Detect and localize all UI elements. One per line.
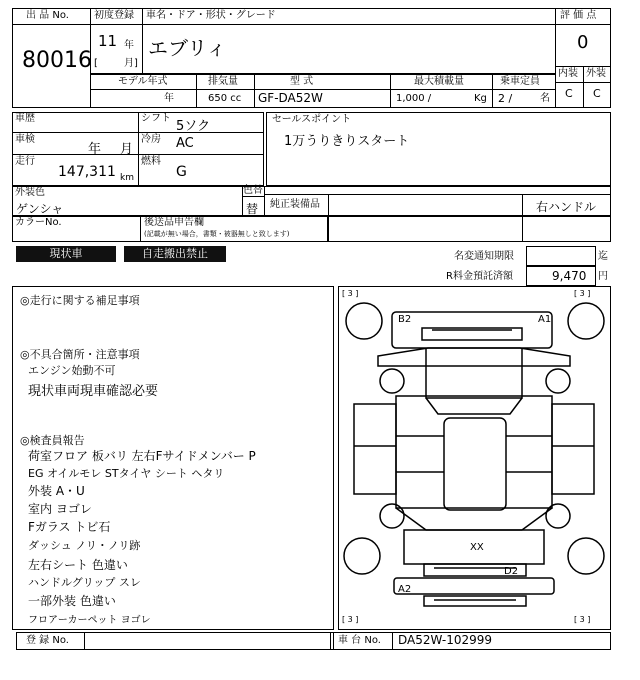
capacity-label: 乗車定員 bbox=[500, 76, 540, 87]
model-year-label: モデル年式 bbox=[118, 76, 168, 87]
fuel-label: 燃料 bbox=[141, 156, 161, 167]
capacity-unit: 名 bbox=[540, 93, 550, 104]
max-load-value: 1,000 / bbox=[396, 93, 432, 104]
lot-number: 80016 bbox=[22, 48, 92, 73]
mark-xx: XX bbox=[470, 542, 484, 553]
color-change-label: 色替 bbox=[243, 185, 263, 196]
rear-bumper bbox=[394, 578, 554, 594]
inspector-line-6: ダッシュ ノリ・ノリ跡 bbox=[28, 539, 141, 552]
inspector-line-8: ハンドルグリップ スレ bbox=[28, 576, 141, 589]
steering-value: 右ハンドル bbox=[536, 200, 597, 214]
corner-top-right: [ 3 ] bbox=[574, 289, 591, 298]
defects-heading: ◎不具合箇所・注意事項 bbox=[20, 348, 140, 361]
ac-value: AC bbox=[176, 136, 194, 151]
equipment-label: 純正装備品 bbox=[270, 199, 320, 210]
shift-label: シフト bbox=[141, 113, 171, 124]
defect-line-2: 現状車両現車確認必要 bbox=[28, 384, 159, 399]
interior-grade: C bbox=[565, 87, 573, 100]
type-value: GF-DA52W bbox=[258, 91, 323, 105]
recycle-value: 9,470 bbox=[552, 269, 587, 283]
name-change-label: 名変通知期限 bbox=[454, 251, 514, 262]
roof bbox=[444, 418, 506, 510]
wheel-rear-left bbox=[344, 538, 380, 574]
cabin-outline bbox=[396, 396, 552, 508]
car-diagram bbox=[338, 286, 611, 630]
chassis-value: DA52W-102999 bbox=[398, 633, 493, 647]
wheel-right-side bbox=[546, 369, 570, 393]
color-change-value: 替 bbox=[246, 202, 259, 216]
wheel-rear-right bbox=[568, 538, 604, 574]
inspector-line-7: 左右シート 色違い bbox=[28, 558, 128, 572]
recycle-label: R料金預託済額 bbox=[446, 271, 513, 282]
left-side-panel bbox=[354, 404, 396, 494]
inspector-line-3: 外装 A・U bbox=[28, 484, 85, 498]
wheel-front-right bbox=[568, 303, 604, 339]
corner-bottom-right: [ 3 ] bbox=[574, 615, 591, 624]
chassis-label: 車 台 No. bbox=[338, 635, 381, 646]
score-value: 0 bbox=[577, 32, 589, 53]
sales-point-text: 1万うりきりスタート bbox=[284, 134, 410, 149]
year-unit: 年 bbox=[124, 40, 134, 51]
exterior-grade: C bbox=[593, 87, 601, 100]
no-self-drive-badge: 自走搬出禁止 bbox=[124, 246, 226, 262]
inspector-line-1: 荷室フロア 板バリ 左右Fサイドメンバー P bbox=[28, 449, 256, 463]
mileage-unit: km bbox=[120, 173, 134, 183]
inspection-month: 月 bbox=[120, 142, 134, 157]
docs-label: 後送品申告欄 bbox=[144, 217, 204, 228]
max-load-unit: Kg bbox=[474, 93, 487, 104]
inspector-line-10: フロアーカーペット ヨゴレ bbox=[28, 615, 151, 626]
recycle-unit: 円 bbox=[598, 271, 608, 282]
sales-point-label: セールスポイント bbox=[272, 114, 352, 125]
fuel-value: G bbox=[176, 164, 187, 180]
month-bracket-open: [ bbox=[94, 58, 98, 69]
wheel-left-side bbox=[380, 369, 404, 393]
type-label: 型 式 bbox=[290, 76, 314, 87]
max-load-label: 最大積載量 bbox=[414, 76, 464, 87]
inspector-heading: ◎検査員報告 bbox=[20, 434, 85, 447]
shift-value: 5ソク bbox=[176, 119, 211, 134]
reg-no-label: 登 録 No. bbox=[26, 635, 69, 646]
name-change-unit: 迄 bbox=[598, 251, 608, 262]
body-top bbox=[378, 348, 570, 366]
mileage-value: 147,311 bbox=[58, 164, 116, 180]
first-reg-label: 初度登録 bbox=[94, 10, 134, 21]
name-change-field bbox=[526, 246, 596, 266]
month-unit: 月] bbox=[124, 58, 138, 69]
current-car-badge: 現状車 bbox=[16, 246, 116, 262]
ac-label: 冷房 bbox=[141, 134, 161, 145]
inspector-line-5: Fガラス トビ石 bbox=[28, 520, 111, 534]
inspection-year: 年 bbox=[88, 142, 102, 157]
inspector-line-4: 室内 ヨゴレ bbox=[28, 502, 92, 516]
right-side-panel bbox=[552, 404, 594, 494]
first-reg-year: 11 bbox=[98, 32, 118, 50]
displacement-label: 排気量 bbox=[208, 76, 238, 87]
mark-a1: A1 bbox=[538, 314, 552, 325]
defect-line-1: エンジン始動不可 bbox=[28, 364, 116, 377]
car-name: エブリィ bbox=[148, 36, 227, 60]
score-label: 評 価 点 bbox=[560, 10, 597, 21]
mileage-label: 走行 bbox=[15, 156, 35, 167]
car-name-label: 車名・ドア・形状・グレード bbox=[146, 10, 276, 21]
color-no-label: カラーNo. bbox=[15, 217, 62, 228]
ext-color-label: 外装色 bbox=[15, 187, 45, 198]
displacement-value: 650 cc bbox=[208, 93, 242, 104]
capacity-value: 2 / bbox=[498, 92, 513, 105]
exterior-label: 外装 bbox=[586, 68, 606, 79]
driving-heading: ◎走行に関する補足事項 bbox=[20, 294, 140, 307]
inspector-line-2: EG オイルモレ STタイヤ シート ヘタリ bbox=[28, 467, 225, 480]
corner-bottom-left: [ 3 ] bbox=[342, 615, 359, 624]
interior-label: 内装 bbox=[558, 68, 578, 79]
inspection-label: 車検 bbox=[15, 134, 35, 145]
docs-box-extension bbox=[328, 216, 611, 242]
mark-d2: D2 bbox=[504, 566, 519, 577]
mark-a2: A2 bbox=[398, 584, 412, 595]
wheel-front-left bbox=[346, 303, 382, 339]
inspector-line-9: 一部外装 色違い bbox=[28, 594, 116, 608]
model-year-unit: 年 bbox=[164, 93, 174, 104]
history-label: 車歴 bbox=[15, 113, 35, 124]
corner-top-left: [ 3 ] bbox=[342, 289, 359, 298]
lot-label: 出 品 No. bbox=[26, 10, 69, 21]
mark-b2: B2 bbox=[398, 314, 412, 325]
ext-color-value: ゲンシャ bbox=[16, 202, 64, 216]
docs-note: (記載が無い場合，書類・被器無しと致します) bbox=[144, 230, 290, 238]
